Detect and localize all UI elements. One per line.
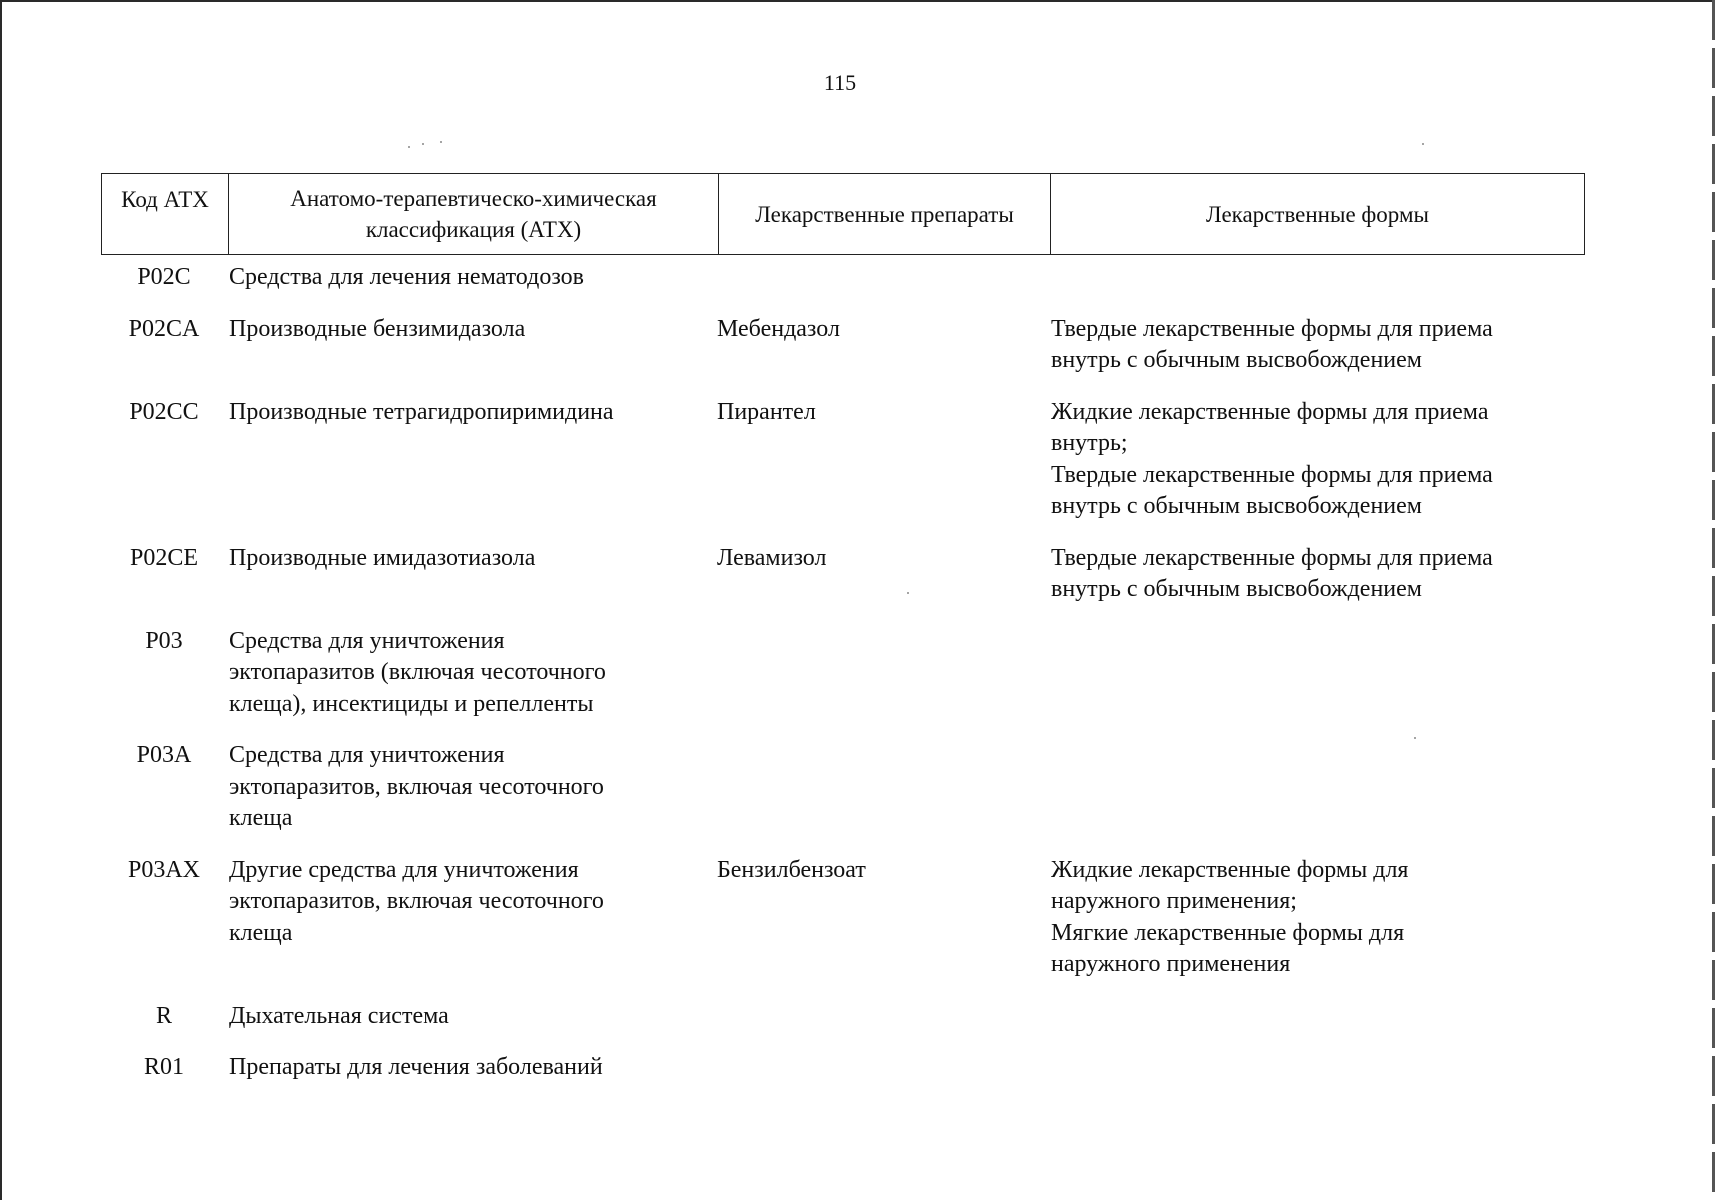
classification-line: Средства для лечения нематодозов bbox=[229, 264, 584, 290]
scan-speck bbox=[408, 146, 410, 148]
classification-line: Другие средства для уничтожения bbox=[229, 856, 579, 883]
scan-speck bbox=[440, 141, 442, 143]
dosage-form-line: внутрь с обычным высвобождением bbox=[1051, 347, 1422, 373]
drug-name: Пирантел bbox=[717, 398, 816, 425]
atc-code: P02CC bbox=[129, 398, 199, 425]
atc-classification bbox=[227, 314, 717, 377]
classification-line: эктопаразитов, включая чесоточного bbox=[229, 773, 604, 800]
drug-name bbox=[717, 1052, 1049, 1084]
dosage-form-line: внутрь; bbox=[1051, 430, 1128, 456]
dosage-forms bbox=[1049, 397, 1585, 523]
header-drugs: Лекарственные препараты bbox=[718, 174, 1050, 254]
header-forms: Лекарственные формы bbox=[1050, 174, 1584, 254]
dosage-form-line: Твердые лекарственные формы для приема bbox=[1051, 315, 1493, 342]
atc-classification bbox=[227, 262, 717, 294]
table-header bbox=[101, 173, 1585, 255]
atc-code: P03AX bbox=[127, 856, 200, 883]
table-row bbox=[101, 397, 1585, 523]
classification-line: клеща bbox=[229, 919, 293, 946]
classification-line: клеща), инсектициды и репелленты bbox=[229, 690, 594, 717]
header-code: Код АТХ bbox=[121, 187, 209, 212]
atc-classification bbox=[227, 543, 717, 606]
classification-line: Производные бензимидазола bbox=[229, 315, 526, 342]
drug-name: Мебендазол bbox=[717, 315, 840, 342]
atc-classification bbox=[227, 855, 717, 981]
dosage-form-line: Жидкие лекарственные формы для bbox=[1051, 856, 1409, 883]
atc-classification bbox=[227, 740, 717, 835]
page-number: 115 bbox=[823, 70, 857, 95]
scan-border-top bbox=[0, 0, 1715, 2]
dosage-forms bbox=[1049, 1052, 1585, 1084]
drug-name: Бензилбензоат bbox=[717, 856, 866, 883]
drug-name bbox=[717, 262, 1049, 294]
classification-line: Производные тетрагидропиримидина bbox=[229, 398, 614, 425]
classification-line: Средства для уничтожения bbox=[229, 742, 505, 768]
drug-name: Левамизол bbox=[717, 544, 827, 571]
dosage-forms bbox=[1049, 262, 1585, 294]
atc-code: R bbox=[155, 1002, 172, 1029]
atc-classification bbox=[227, 397, 717, 523]
table-row bbox=[101, 314, 1585, 377]
classification-line: эктопаразитов (включая чесоточного bbox=[229, 659, 606, 685]
classification-line: клеща bbox=[229, 805, 293, 831]
table-row bbox=[101, 1052, 1585, 1084]
table-row bbox=[101, 543, 1585, 606]
atc-code: P02CA bbox=[128, 315, 200, 342]
dosage-forms bbox=[1049, 314, 1585, 377]
dosage-form-line: Мягкие лекарственные формы для bbox=[1051, 919, 1405, 946]
drug-name bbox=[717, 1001, 1049, 1033]
dosage-forms bbox=[1049, 543, 1585, 606]
dosage-forms bbox=[1049, 740, 1585, 835]
classification-line: Производные имидазотиазола bbox=[229, 544, 536, 571]
table-body bbox=[101, 262, 1585, 1084]
dosage-forms bbox=[1049, 626, 1585, 721]
dosage-form-line: наружного применения; bbox=[1051, 888, 1297, 914]
atc-classification bbox=[227, 1001, 717, 1033]
classification-line: Препараты для лечения заболеваний bbox=[229, 1054, 603, 1080]
table-row bbox=[101, 1001, 1585, 1033]
atc-classification bbox=[227, 626, 717, 721]
classification-line: Средства для уничтожения bbox=[229, 627, 505, 654]
table-row bbox=[101, 740, 1585, 835]
classification-line: эктопаразитов, включая чесоточного bbox=[229, 888, 604, 914]
atc-code: P02CE bbox=[129, 544, 198, 571]
dosage-form-line: внутрь с обычным высвобождением bbox=[1051, 576, 1422, 602]
scan-speck bbox=[422, 143, 424, 145]
atc-code: P03 bbox=[145, 627, 183, 654]
dosage-forms bbox=[1049, 1001, 1585, 1033]
atc-code: P03A bbox=[136, 742, 192, 768]
table-row bbox=[101, 262, 1585, 294]
classification-line: Дыхательная система bbox=[229, 1002, 449, 1029]
table-row bbox=[101, 626, 1585, 721]
atc-code: R01 bbox=[143, 1054, 184, 1080]
table-row bbox=[101, 855, 1585, 981]
scan-border-left bbox=[0, 0, 2, 1200]
dosage-form-line: наружного применения bbox=[1051, 951, 1291, 977]
dosage-form-line: Твердые лекарственные формы для приема bbox=[1051, 461, 1493, 488]
drug-name bbox=[717, 626, 1049, 721]
dosage-forms bbox=[1049, 855, 1585, 981]
dosage-form-line: Твердые лекарственные формы для приема bbox=[1051, 544, 1493, 571]
scan-speck bbox=[1422, 143, 1424, 145]
dosage-form-line: внутрь с обычным высвобождением bbox=[1051, 493, 1422, 519]
atc-classification bbox=[227, 1052, 717, 1084]
dosage-form-line: Жидкие лекарственные формы для приема bbox=[1051, 398, 1489, 425]
drug-name bbox=[717, 740, 1049, 835]
atc-code: P02C bbox=[137, 264, 191, 290]
header-classification: Анатомо-терапевтическо-химическая классификация (АТХ) bbox=[228, 174, 718, 254]
